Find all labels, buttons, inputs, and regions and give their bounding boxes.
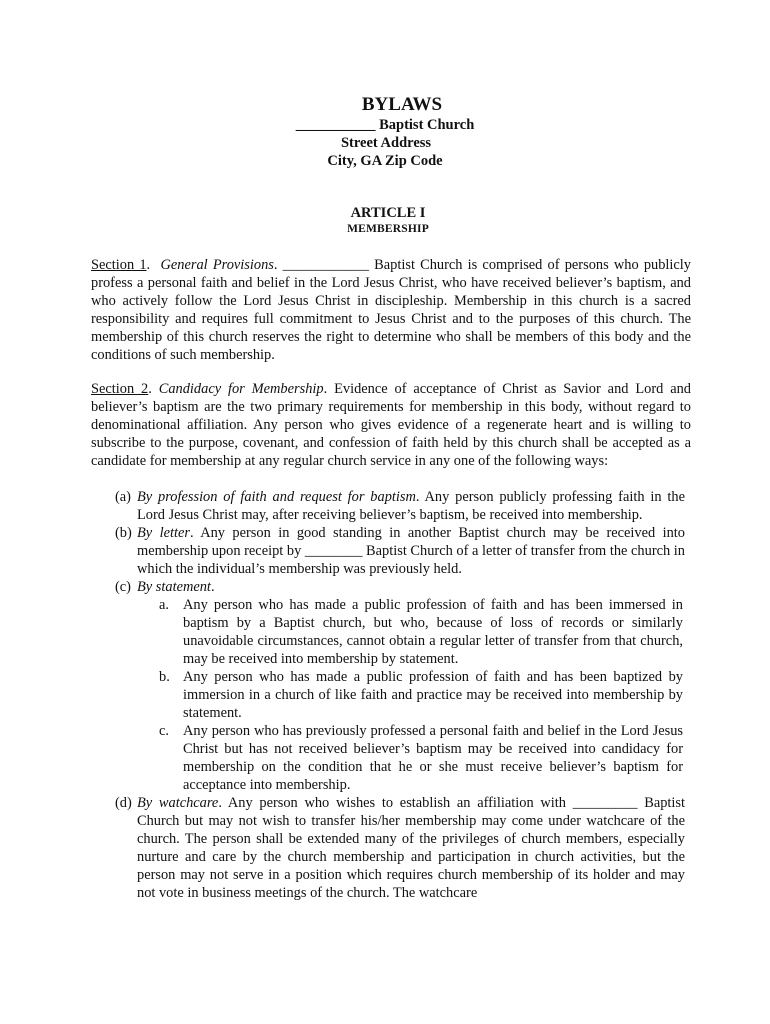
item-text: . Any person in good standing in another Baptist church may be received into membership upon receipt by [137, 525, 685, 559]
section-2: Section 2. Candidacy for Membership. Evidence of acceptance of Christ as Savior and Lord and believer’s baptism are the two primary requirements for membership in this body, without regard to denominational affiliation. Any person who gives evidence of a regenerate heart and is willing to subscribe to the purpose, covenant, and confession of faith held by this church shall be accepted as a candidate for membership at any regular church service in any one of the following ways: [91, 381, 691, 469]
subitem-label: b. [159, 669, 170, 685]
street-address: Street Address [340, 135, 432, 151]
list-item [159, 668, 683, 722]
section-2-text: Evidence of acceptance of Christ as Savior and Lord and believer’s baptism are the two primary requirements for membership in this body, without regard to denominational affiliation. Any person who gives evidence of a regenerate heart and is willing to subscribe to the purpose, covenant, and confession of faith held by this church shall be accepted as a candidate for membership at any regular church service in any one of the following ways: [91, 381, 691, 469]
item-label: (c) [115, 579, 131, 595]
subitem-text: Any person who has made a public profession of faith and has been baptized by immersion in a church of like faith and practice may be received into membership by statement. [183, 669, 683, 721]
church-name: Baptist Church [375, 117, 475, 133]
section-2-title: Candidacy for Membership [158, 381, 324, 397]
subitem-text: Any person who has made a public profession of faith and has been immersed in baptism by a Baptist church, but who, because of loss of records or similarly unavoidable circumstances, cannot obtain a regular letter of transfer from that church, may be received into membership by statement. [183, 597, 683, 667]
article-subtitle: MEMBERSHIP [347, 223, 429, 235]
item-text: . Any person who wishes to establish an affiliation with [218, 795, 573, 811]
list-item [115, 794, 685, 902]
item-blank: ________ [304, 543, 363, 559]
section-1: Section 1. General Provisions. ____________ Baptist Church is comprised of persons who publicly profess a personal faith and belief in the Lord Jesus Christ, who have received believer’s baptism, and who actively follow the Lord Jesus Christ in discipleship. Membership in this church is a sacred responsibility and requires full commitment to Jesus Christ and to the purposes of this church. The membership of this church reserves the right to determine who shall be members of this body and the conditions of such membership. [91, 257, 691, 363]
item-label: (a) [115, 489, 131, 505]
subitem-label: a. [159, 597, 169, 613]
section-1-title: General Provisions [160, 257, 274, 273]
section-2-label: Section 2 [91, 381, 149, 397]
list-item [115, 488, 685, 524]
item-title: By statement [137, 579, 211, 595]
item-title: By letter [137, 525, 190, 541]
subitem-label: c. [159, 723, 169, 739]
list-item [115, 524, 685, 578]
document-title: BYLAWS [361, 94, 443, 115]
city-line: City, GA Zip Code [327, 153, 443, 169]
section-1-blank: ____________ [282, 257, 369, 273]
item-title: By watchcare [137, 795, 219, 811]
subitem-text: Any person who has previously professed a personal faith and belief in the Lord Jesus Christ but has not received believer’s baptism may be received into candidacy for membership on the condition that he or she must receive believer’s baptism for acceptance into membership. [183, 723, 683, 793]
item-text: Baptist Church of a letter of transfer from the church in which the individual’s membership was previously held. [137, 543, 685, 577]
item-title: By profession of faith and request for baptism [137, 489, 416, 505]
article-title: ARTICLE I [350, 205, 426, 221]
item-label: (d) [115, 795, 132, 811]
item-text: Baptist Church but may not wish to transfer his/her membership may come under watchcare of the church. The person shall be extended many of the privileges of church members, especially nurture and care by the church membership and participation in church activities, but the person may not serve in a position which requires church membership of its holder and may not vote in business meetings of the church. The watchcare [137, 795, 686, 901]
item-label: (b) [115, 525, 132, 541]
section-1-label: Section 1 [91, 257, 147, 273]
church-name-blank: ___________ [295, 117, 376, 133]
item-text: . [210, 579, 215, 595]
list-item [159, 596, 683, 668]
list-item [115, 578, 685, 596]
item-blank: _________ [572, 795, 638, 811]
church-name-line [0, 116, 770, 134]
statement-sublist [159, 596, 683, 794]
section-1-text: Baptist Church is comprised of persons who publicly profess a personal faith and belief in the Lord Jesus Christ, who have received believer’s baptism, and who actively follow the Lord Jesus Christ in discipleship. Membership in this church is a sacred responsibility and requires full commitment to Jesus Christ and to the purposes of this church. The membership of this church reserves the right to determine who shall be members of this body and the conditions of such membership. [91, 257, 691, 363]
item-text: . Any person publicly professing faith in the Lord Jesus Christ may, after receiving believer’s baptism, be received into membership. [137, 489, 685, 523]
membership-ways-list [115, 488, 685, 902]
list-item [159, 722, 683, 794]
